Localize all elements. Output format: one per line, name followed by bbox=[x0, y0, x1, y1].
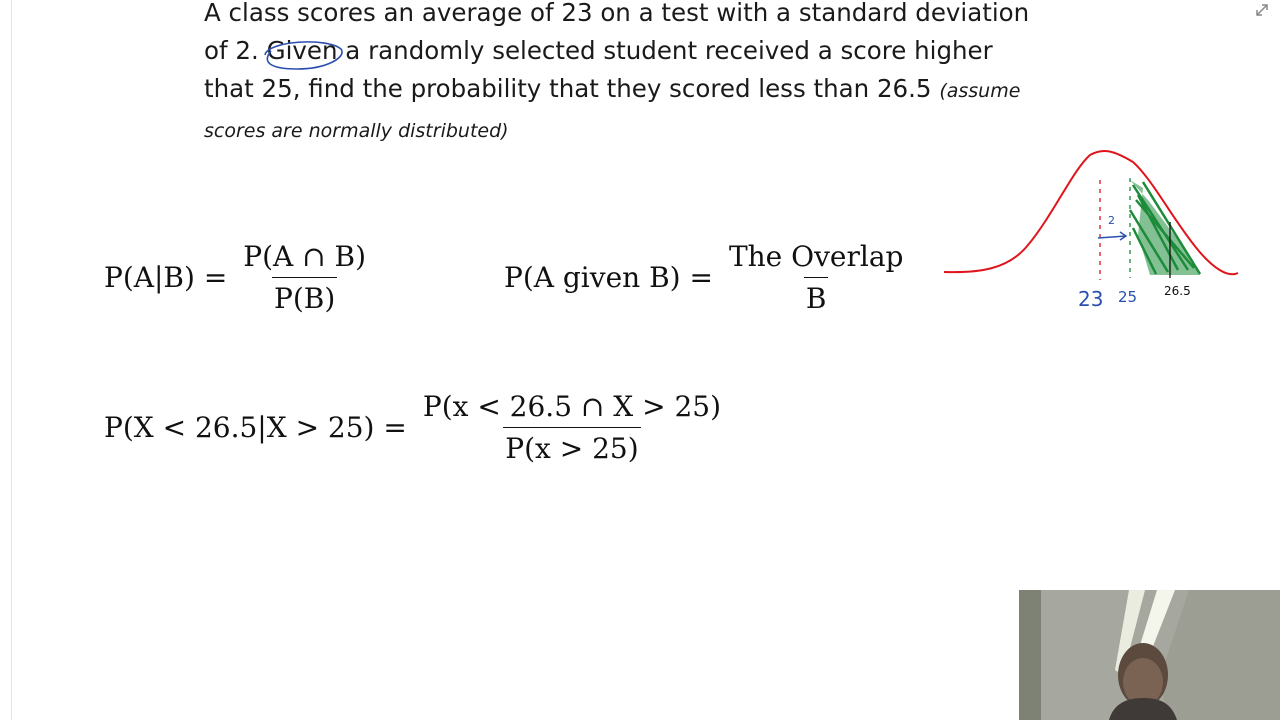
shaded-region bbox=[1130, 180, 1200, 275]
upper-bound-label: 26.5 bbox=[1164, 284, 1191, 298]
webcam-feed bbox=[1019, 590, 1280, 720]
sd-arrow bbox=[1098, 232, 1126, 240]
given-word bbox=[267, 32, 338, 70]
expand-icon[interactable] bbox=[1252, 0, 1272, 20]
formula-numerator: The Overlap bbox=[728, 240, 904, 273]
page-margin-line bbox=[11, 0, 12, 720]
problem-text-continued: a randomly selected student received a score higher that 25, find the probability that they scored less than 26.5 bbox=[204, 36, 993, 103]
formula-numerator: P(A ∩ B) bbox=[243, 240, 367, 273]
problem-statement bbox=[204, 0, 1044, 150]
overlap-formula bbox=[504, 240, 905, 315]
normal-curve bbox=[944, 151, 1238, 274]
formula-fraction bbox=[421, 390, 723, 465]
formula-lhs: P(A|B) = bbox=[104, 261, 228, 294]
formula-lhs: P(A given B) = bbox=[504, 261, 713, 294]
sd-label: 2 bbox=[1108, 214, 1115, 227]
mean-label: 23 bbox=[1078, 287, 1104, 311]
conditional-probability-formula bbox=[104, 240, 368, 315]
formula-denominator: B bbox=[804, 277, 829, 315]
webcam-overlay bbox=[1019, 590, 1280, 720]
formula-denominator: P(B) bbox=[272, 277, 337, 315]
problem-text: A class scores an average of 23 on a test with a standard deviation of 2. bbox=[204, 0, 1030, 65]
lower-bound-label: 25 bbox=[1118, 288, 1138, 306]
normal-curve-sketch bbox=[938, 140, 1248, 315]
formula-fraction bbox=[241, 240, 368, 315]
formula-fraction bbox=[727, 240, 905, 315]
formula-denominator: P(x > 25) bbox=[503, 427, 640, 465]
formula-numerator: P(x < 26.5 ∩ X > 25) bbox=[422, 390, 722, 423]
problem-note: (assume scores are normally distributed) bbox=[204, 80, 1021, 142]
applied-formula bbox=[104, 390, 723, 465]
formula-lhs: P(X < 26.5|X > 25) = bbox=[104, 411, 407, 444]
given-word-label: Given bbox=[266, 36, 338, 65]
